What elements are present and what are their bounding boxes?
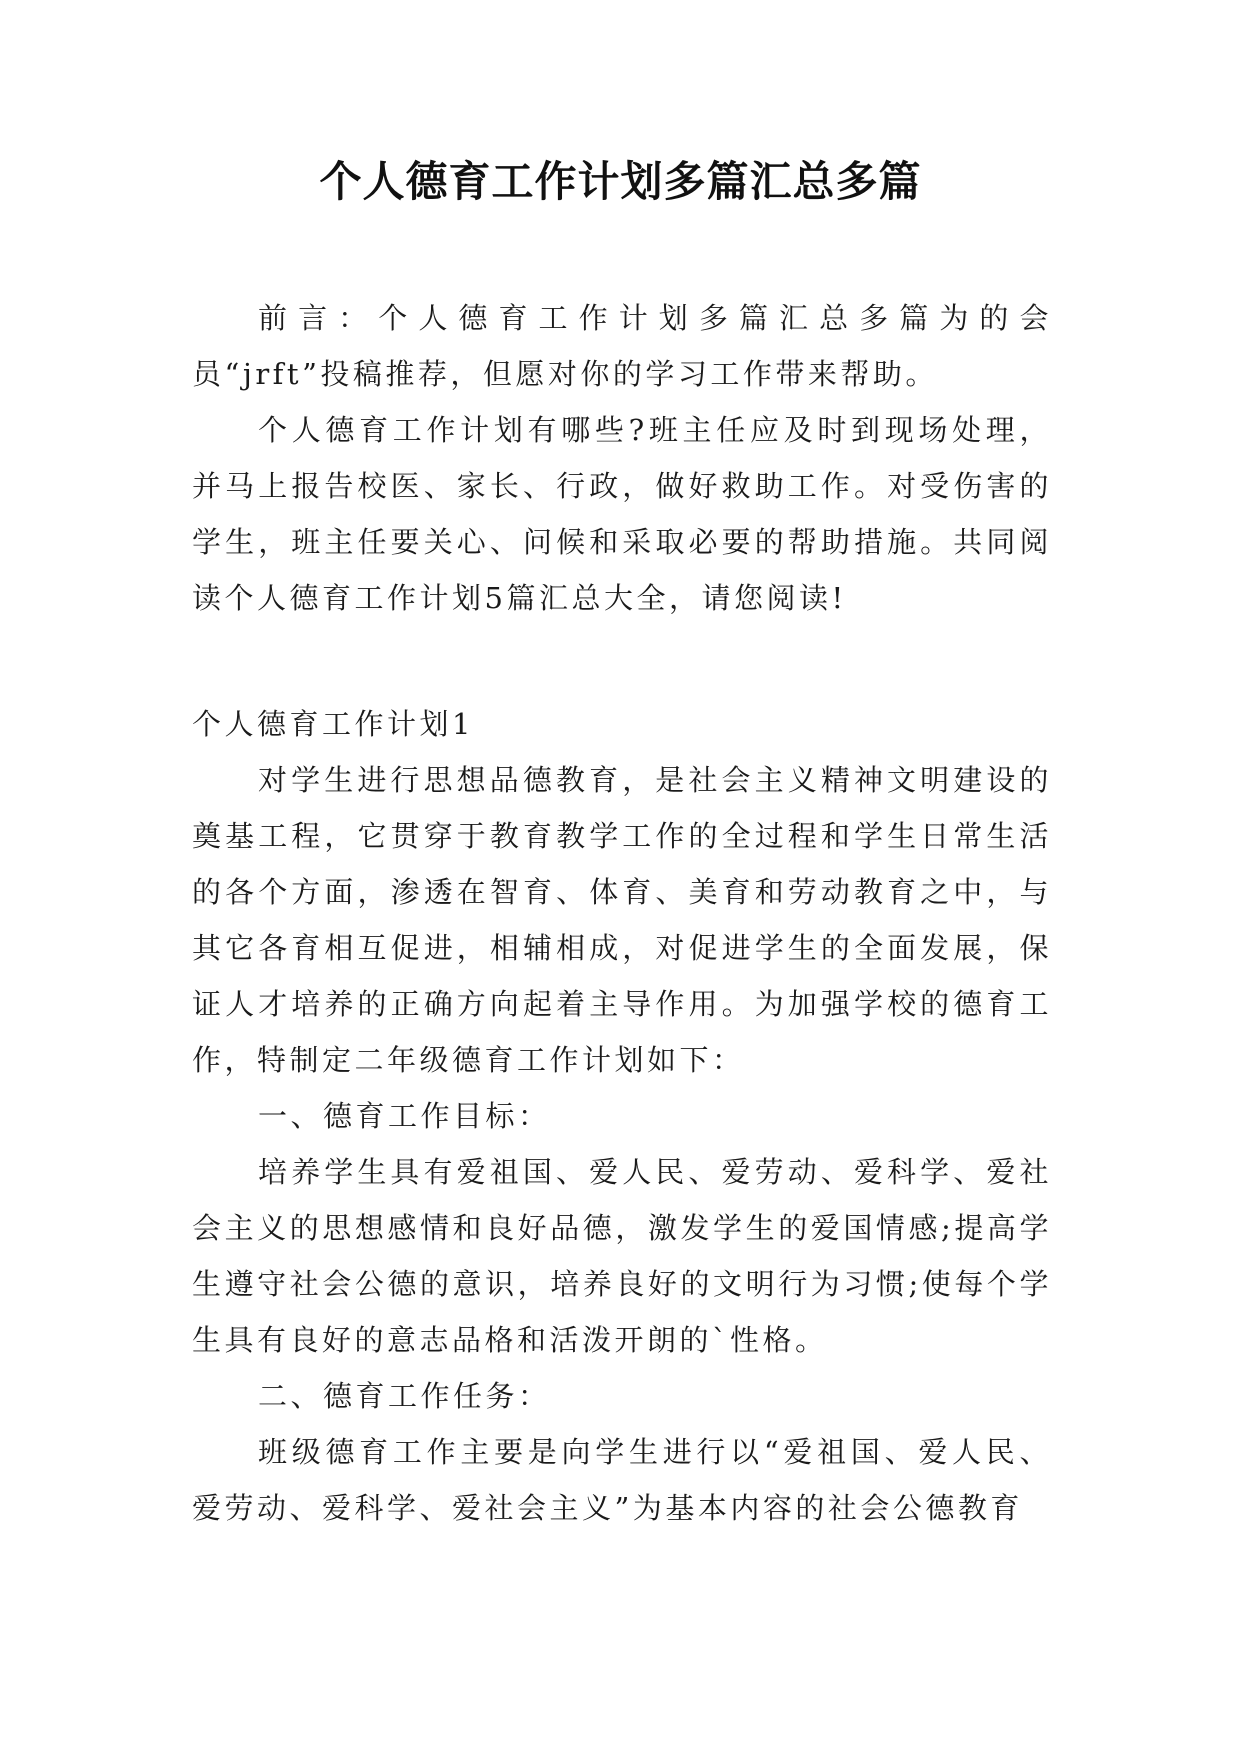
section-heading: 个人德育工作计划1	[192, 707, 474, 741]
task-paragraph: 班级德育工作主要是向学生进行以“爱祖国、爱人民、爱劳动、爱科学、爱社会主义”为基本内容的社会公德教育	[192, 1435, 1052, 1525]
task-heading: 二、德育工作任务：	[258, 1379, 551, 1413]
paragraph-spacer	[192, 626, 1052, 696]
goal-paragraph: 培养学生具有爱祖国、爱人民、爱劳动、爱科学、爱社会主义的思想感情和良好品德，激发学生的爱国情感;提高学生遵守社会公德的意识，培养良好的文明行为习惯;使每个学生具有良好的意志品格和活泼开朗的`性格。	[192, 1155, 1052, 1357]
section-paragraph: 对学生进行思想品德教育，是社会主义精神文明建设的奠基工程，它贯穿于教育教学工作的全过程和学生日常生活的各个方面，渗透在智育、体育、美育和劳动教育之中，与其它各育相互促进，相辅相成，对促进学生的全面发展，保证人才培养的正确方向起着主导作用。为加强学校的德育工作，特制定二年级德育工作计划如下：	[192, 763, 1052, 1077]
goal-heading: 一、德育工作目标：	[258, 1099, 551, 1133]
document-body	[192, 290, 1052, 1536]
intro-paragraph: 个人德育工作计划有哪些?班主任应及时到现场处理，并马上报告校医、家长、行政，做好救助工作。对受伤害的学生，班主任要关心、问候和采取必要的帮助措施。共同阅读个人德育工作计划5篇汇总大全，请您阅读!	[192, 413, 1052, 615]
document-title: 个人德育工作计划多篇汇总多篇	[319, 157, 922, 206]
preface-paragraph: 前言：个人德育工作计划多篇汇总多篇为的会员“jrft”投稿推荐，但愿对你的学习工作带来帮助。	[192, 301, 1052, 391]
